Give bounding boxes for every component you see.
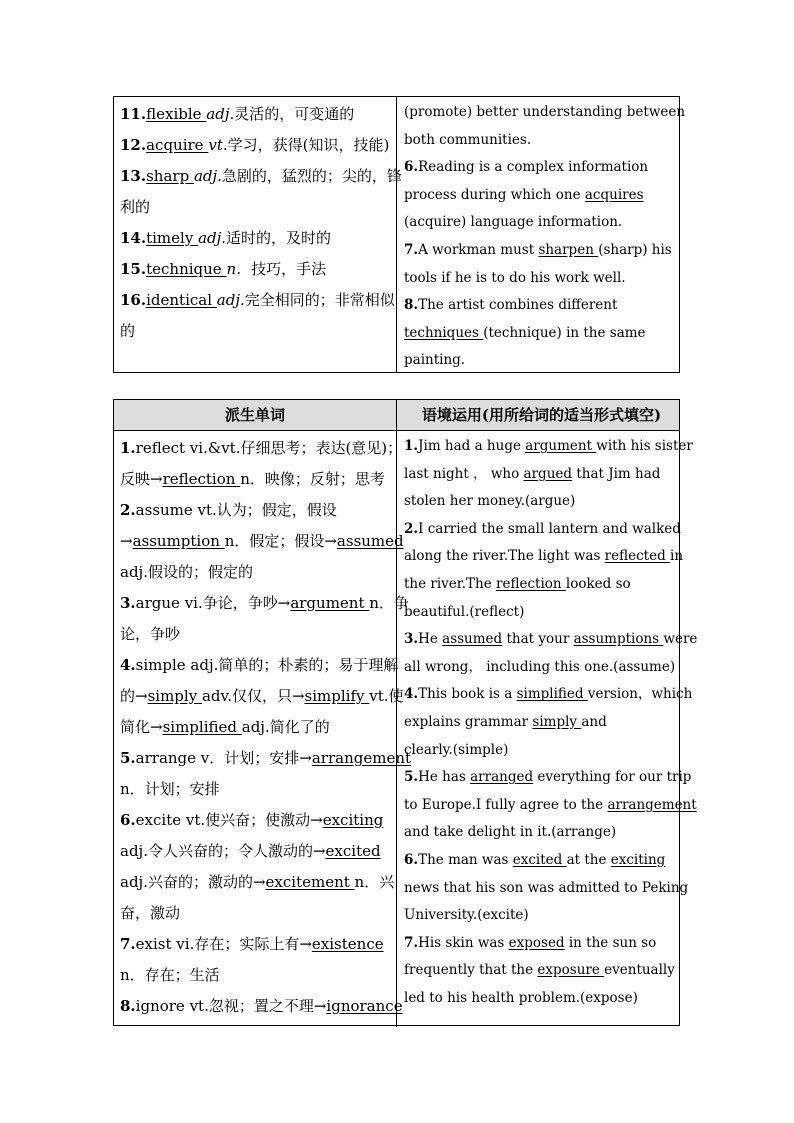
derived-word-line: 1.reflect vi.&vt.仔细思考；表达(意见)；: [120, 439, 403, 457]
vocab-entry: 利的: [120, 198, 151, 216]
vocab-entry: 12.acquire vt.学习，获得(知识，技能): [120, 136, 390, 154]
exercise-line: 6.The man was excited at the exciting: [404, 851, 666, 868]
answer-blank: reflection: [496, 575, 566, 592]
answer-blank: exciting: [610, 851, 666, 868]
answer-blank: argument: [290, 594, 370, 612]
derived-word-line: 反映→reflection n．映像；反射；思考: [120, 470, 385, 488]
answer-blank: ignorance: [326, 997, 403, 1015]
vocab-entry: 13.sharp adj.急剧的，猛烈的；尖的，锋: [120, 167, 402, 185]
answer-blank: reflection: [162, 470, 241, 488]
derived-word-line: 8.ignore vt.忽视；置之不理→ignorance: [120, 997, 403, 1015]
table-header: [114, 400, 679, 431]
exercise-line: 5.He has arranged everything for our trip: [404, 769, 692, 786]
derived-words-column: [114, 431, 412, 1027]
exercise-line: frequently that the exposure eventually: [404, 962, 675, 979]
exercise-line: and take delight in it.(arrange): [404, 824, 617, 841]
exercise-line: 3.He assumed that your assumptions were: [404, 631, 698, 648]
sentence-line: process during which one acquires: [404, 186, 644, 203]
derived-word-line: n．存在；生活: [120, 966, 220, 984]
exercise-line: stolen her money.(argue): [404, 493, 576, 510]
word-list-column: [114, 97, 402, 372]
exercise-line: clearly.(simple): [404, 741, 509, 758]
answer-blank: reflected: [604, 548, 671, 565]
exercise-line: last night ， who argued that Jim had: [404, 465, 661, 482]
answer-blank: existence: [311, 935, 384, 953]
answer-blank: argued: [523, 465, 573, 482]
answer-blank: arrangement: [311, 749, 412, 767]
answer-blank: arranged: [470, 769, 534, 786]
answer-blank: excited: [325, 842, 381, 860]
answer-blank: simplified: [516, 686, 588, 703]
answer-blank: simply: [532, 713, 582, 730]
sentence-line: 6.Reading is a complex information: [404, 159, 649, 176]
sentence-line: 7.A workman must sharpen (sharp) his: [404, 241, 672, 258]
exercise-line: 1.Jim had a huge argument with his sister: [404, 438, 693, 454]
exercise-line: along the river.The light was reflected in: [404, 548, 684, 565]
answer-blank: simply: [147, 687, 202, 705]
sentence-line: 8.The artist combines different: [404, 297, 618, 314]
vocab-entry: 11.flexible adj.灵活的，可变通的: [120, 105, 355, 123]
exercise-line: news that his son was admitted to Peking: [404, 879, 689, 896]
exercise-line: explains grammar simply and: [404, 713, 607, 730]
derived-word-line: 的→simply adv.仅仅，只→simplify vt.使: [120, 687, 404, 705]
derived-word-line: 7.exist vi.存在；实际上有→existence: [120, 935, 384, 953]
answer-blank: techniques: [404, 324, 484, 341]
vocab-entry: 16.identical adj.完全相同的；非常相似: [120, 291, 395, 309]
vocab-entry: 14.timely adj.适时的，及时的: [120, 229, 332, 247]
exercise-line: 2.I carried the small lantern and walked: [404, 520, 681, 537]
derived-word-line: 6.excite vt.使兴奋；使激动→exciting: [120, 811, 384, 829]
context-usage-column: [397, 97, 686, 372]
answer-blank: argument: [525, 438, 597, 454]
answer-blank: simplified: [162, 718, 242, 736]
exercise-line: 7.His skin was exposed in the sun so: [404, 934, 657, 951]
derived-word-line: adj.假设的；假定的: [120, 563, 253, 581]
answer-blank: assumption: [132, 532, 225, 550]
vocab-table-top: [113, 96, 686, 373]
derived-word-line: 4.simple adj.简单的；朴素的；易于理解: [120, 656, 399, 674]
derived-word-line: →assumption n．假定；假设→assumed: [120, 532, 404, 550]
sentence-line: tools if he is to do his work well.: [404, 269, 626, 286]
exercise-line: the river.The reflection looked so: [404, 575, 631, 592]
derived-word-line: 2.assume vt.认为；假定，假设: [120, 501, 337, 519]
header-derived-words: 派生单词: [114, 400, 397, 430]
sentence-line: (promote) better understanding between: [404, 104, 686, 120]
derived-word-line: 简化→simplified adj.简化了的: [120, 718, 330, 736]
answer-blank: assumptions: [573, 631, 664, 648]
answer-blank: assumed: [336, 532, 404, 550]
answer-blank: arrangement: [607, 796, 697, 813]
answer-blank: simplify: [304, 687, 370, 705]
sentence-line: techniques (technique) in the same: [404, 324, 646, 341]
header-context-usage: 语境运用(用所给词的适当形式填空): [421, 406, 662, 424]
derived-word-line: n．计划；安排: [120, 780, 220, 798]
exercise-line: all wrong， including this one.(assume): [404, 658, 676, 675]
derived-word-line: 论，争吵: [120, 625, 181, 643]
exercise-line: 4.This book is a simplified version，which: [404, 686, 693, 703]
answer-blank: excitement: [265, 873, 355, 891]
sentence-line: painting.: [404, 352, 466, 369]
derived-word-line: 5.arrange v．计划；安排→arrangement: [120, 749, 412, 767]
exercise-line: led to his health problem.(expose): [404, 989, 638, 1006]
answer-blank: sharpen: [538, 241, 599, 258]
answer-blank: assumed: [442, 631, 503, 648]
vocab-entry: 的: [120, 322, 136, 340]
answer-blank: exposure: [537, 962, 605, 979]
vocab-entry: 15.technique n．技巧，手法: [120, 260, 327, 278]
exercise-line: to Europe.I fully agree to the arrangement: [404, 796, 697, 813]
fill-blank-column: [397, 431, 698, 1027]
exercise-line: beautiful.(reflect): [404, 603, 525, 620]
derived-word-line: 3.argue vi.争论，争吵→argument n．争: [120, 594, 409, 612]
derived-word-line: 奋，激动: [120, 904, 181, 922]
derived-word-line: adj.令人兴奋的；令人激动的→excited: [120, 842, 381, 860]
answer-blank: acquires: [584, 186, 644, 203]
exercise-line: University.(excite): [404, 907, 529, 924]
sentence-line: both communities.: [404, 131, 532, 148]
answer-blank: exposed: [508, 934, 565, 951]
sentence-line: (acquire) language information.: [404, 214, 623, 231]
derived-word-line: adj.兴奋的；激动的→excitement n．兴: [120, 873, 395, 891]
answer-blank: exciting: [322, 811, 384, 829]
answer-blank: excited: [512, 851, 567, 868]
derivative-words-table: [113, 399, 698, 1026]
